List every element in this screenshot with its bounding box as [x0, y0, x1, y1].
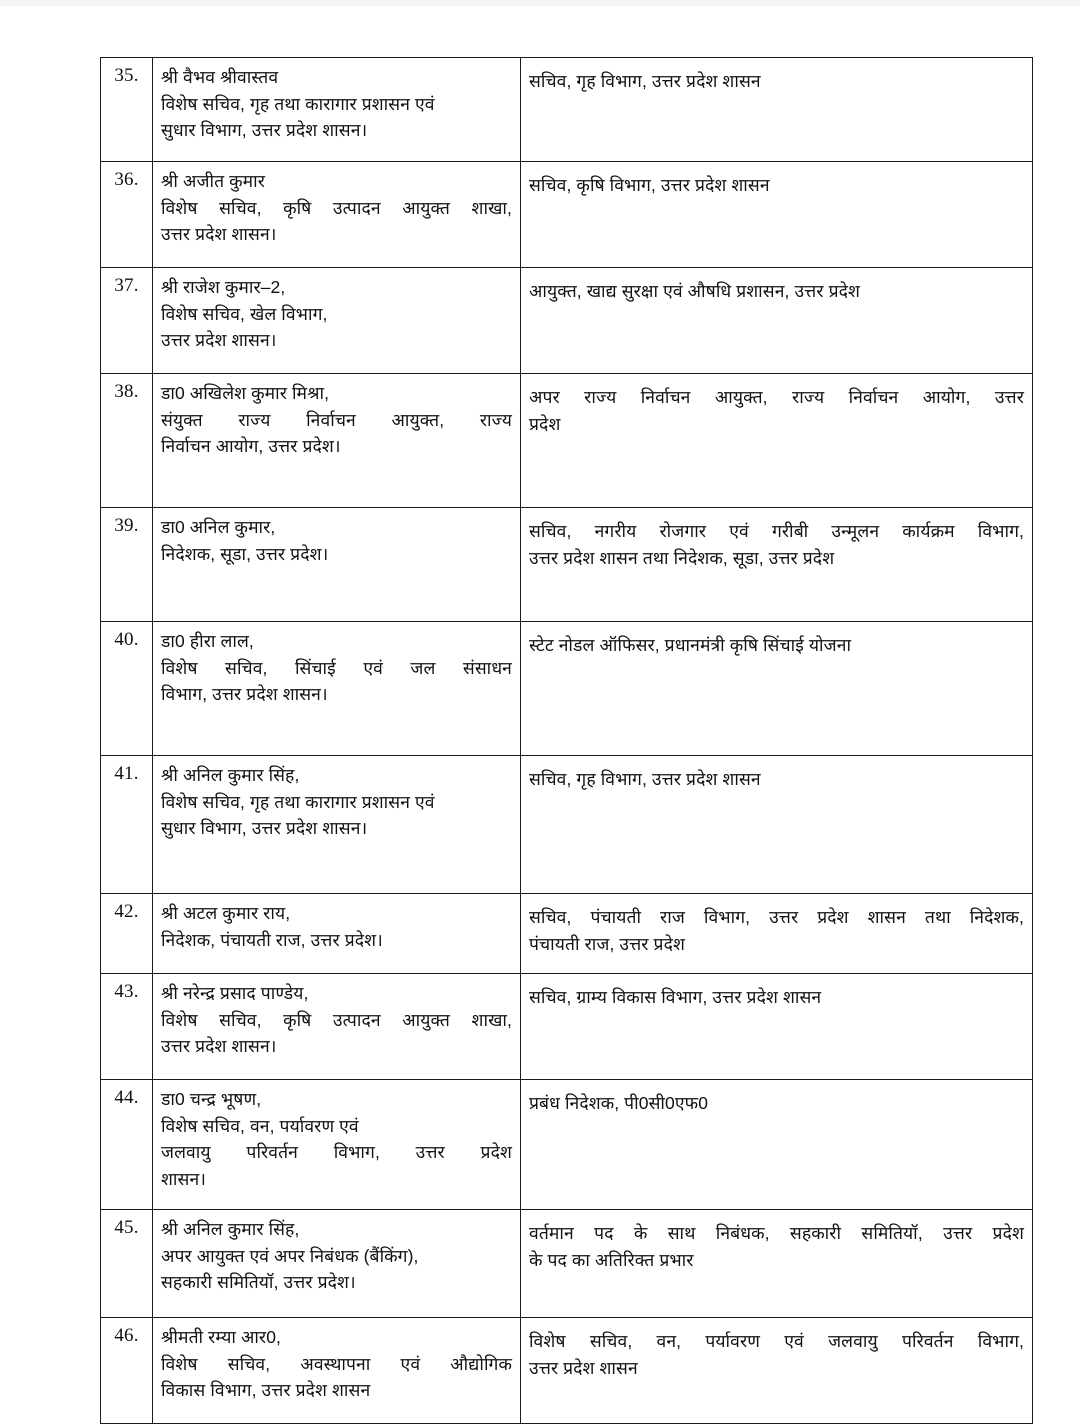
line-group	[529, 278, 1024, 305]
line: विशेष सचिव, वन, पर्यावरण एवं जलवायु परिवर्तन विभाग,	[529, 1331, 1024, 1351]
line: सचिव, पंचायती राज विभाग, उत्तर प्रदेश शासन तथा निदेशक,	[529, 907, 1024, 927]
line: श्री राजेश कुमार–2,	[161, 277, 286, 297]
line: उत्तर प्रदेश शासन	[529, 1357, 638, 1378]
line: विशेष सचिव, सिंचाई एवं जल संसाधन	[161, 657, 512, 678]
transfer-order-table-wrapper	[100, 57, 1032, 1424]
scan-top-edge	[0, 0, 1080, 6]
line: उत्तर प्रदेश शासन तथा निदेशक, सूडा, उत्तर प्रदेश	[529, 547, 835, 568]
row-new-posting	[521, 1210, 1033, 1318]
line: विशेष सचिव, खेल विभाग,	[161, 303, 328, 324]
line: श्री अजीत कुमार	[161, 171, 266, 191]
line: शासन।	[161, 1168, 207, 1189]
line-group	[529, 904, 1024, 957]
table-row	[101, 508, 1033, 622]
table-row	[101, 1210, 1033, 1318]
line: विशेष सचिव, वन, पर्यावरण एवं	[161, 1115, 359, 1136]
table-row	[101, 268, 1033, 374]
line: श्री अनिल कुमार सिंह,	[161, 765, 300, 785]
row-new-posting	[521, 756, 1033, 894]
line: श्री वैभव श्रीवास्तव	[161, 67, 279, 87]
row-current-post	[153, 1080, 521, 1210]
line: विशेष सचिव, गृह तथा कारागार प्रशासन एवं	[161, 93, 435, 114]
line-group	[529, 1220, 1024, 1273]
row-serial-number: 43.	[101, 974, 153, 1080]
line: के पद का अतिरिक्त प्रभार	[529, 1249, 694, 1270]
table-row	[101, 974, 1033, 1080]
row-current-post	[153, 1318, 521, 1424]
line: पंचायती राज, उत्तर प्रदेश	[529, 933, 685, 954]
line: श्री अटल कुमार राय,	[161, 903, 291, 923]
line: सचिव, गृह विभाग, उत्तर प्रदेश शासन	[529, 71, 761, 91]
line: निर्वाचन आयोग, उत्तर प्रदेश।	[161, 436, 341, 457]
line: डा0 चन्द्र भूषण,	[161, 1089, 262, 1109]
line: सहकारी समितियॉ, उत्तर प्रदेश।	[161, 1272, 356, 1293]
row-serial-number: 44.	[101, 1080, 153, 1210]
line-group	[529, 1328, 1024, 1381]
row-serial-number: 40.	[101, 622, 153, 756]
line: विशेष सचिव, कृषि उत्पादन आयुक्त शाखा,	[161, 1009, 512, 1030]
line: उत्तर प्रदेश शासन।	[161, 1036, 277, 1057]
line: डा0 अखिलेश कुमार मिश्रा,	[161, 383, 330, 403]
table-row	[101, 162, 1033, 268]
line: प्रदेश	[529, 413, 561, 434]
line: वर्तमान पद के साथ निबंधक, सहकारी समितियॉ, उत्तर प्रदेश	[529, 1223, 1024, 1243]
row-serial-number: 42.	[101, 894, 153, 974]
line: निदेशक, पंचायती राज, उत्तर प्रदेश।	[161, 929, 383, 950]
table-row	[101, 622, 1033, 756]
line: सुधार विभाग, उत्तर प्रदेश शासन।	[161, 818, 368, 839]
row-new-posting	[521, 374, 1033, 508]
line-group	[529, 766, 1024, 793]
table-row	[101, 1318, 1033, 1424]
line: सचिव, नगरीय रोजगार एवं गरीबी उन्मूलन कार्यक्रम विभाग,	[529, 521, 1024, 541]
row-serial-number: 41.	[101, 756, 153, 894]
table-row	[101, 756, 1033, 894]
line: अपर राज्य निर्वाचन आयुक्त, राज्य निर्वाचन आयोग, उत्तर	[529, 387, 1024, 407]
row-current-post	[153, 622, 521, 756]
line: श्री अनिल कुमार सिंह,	[161, 1219, 300, 1239]
line: सचिव, ग्राम्य विकास विभाग, उत्तर प्रदेश शासन	[529, 987, 822, 1007]
row-current-post	[153, 894, 521, 974]
row-new-posting	[521, 894, 1033, 974]
line: विकास विभाग, उत्तर प्रदेश शासन	[161, 1380, 371, 1401]
line-group	[529, 1090, 1024, 1117]
row-new-posting	[521, 58, 1033, 162]
row-current-post	[153, 58, 521, 162]
row-current-post	[153, 1210, 521, 1318]
row-current-post	[153, 756, 521, 894]
line: प्रबंध निदेशक, पी0सी0एफ0	[529, 1093, 709, 1113]
line: अपर आयुक्त एवं अपर निबंधक (बैंकिंग),	[161, 1245, 419, 1266]
table-row	[101, 1080, 1033, 1210]
row-serial-number: 45.	[101, 1210, 153, 1318]
line: डा0 हीरा लाल,	[161, 631, 254, 651]
row-new-posting	[521, 974, 1033, 1080]
line: विभाग, उत्तर प्रदेश शासन।	[161, 684, 328, 705]
row-current-post	[153, 974, 521, 1080]
line-group	[529, 632, 1024, 659]
line-group	[529, 68, 1024, 95]
row-new-posting	[521, 162, 1033, 268]
line: उत्तर प्रदेश शासन।	[161, 330, 277, 351]
row-serial-number: 46.	[101, 1318, 153, 1424]
table-body	[101, 58, 1033, 1424]
row-serial-number: 35.	[101, 58, 153, 162]
line: जलवायु परिवर्तन विभाग, उत्तर प्रदेश	[161, 1142, 512, 1163]
row-current-post	[153, 508, 521, 622]
row-serial-number: 36.	[101, 162, 153, 268]
line: सुधार विभाग, उत्तर प्रदेश शासन।	[161, 120, 368, 141]
line: विशेष सचिव, गृह तथा कारागार प्रशासन एवं	[161, 791, 435, 812]
table-row	[101, 374, 1033, 508]
row-current-post	[153, 268, 521, 374]
line-group	[529, 384, 1024, 437]
line: स्टेट नोडल ऑफिसर, प्रधानमंत्री कृषि सिंचाई योजना	[529, 635, 852, 655]
table-row	[101, 58, 1033, 162]
row-new-posting	[521, 1080, 1033, 1210]
row-serial-number: 37.	[101, 268, 153, 374]
table-row	[101, 894, 1033, 974]
line: विशेष सचिव, कृषि उत्पादन आयुक्त शाखा,	[161, 197, 512, 218]
line: सचिव, गृह विभाग, उत्तर प्रदेश शासन	[529, 769, 761, 789]
row-serial-number: 39.	[101, 508, 153, 622]
transfer-order-table	[100, 57, 1033, 1424]
line: सचिव, कृषि विभाग, उत्तर प्रदेश शासन	[529, 175, 770, 195]
line: श्रीमती रम्या आर0,	[161, 1327, 281, 1347]
row-new-posting	[521, 508, 1033, 622]
row-new-posting	[521, 1318, 1033, 1424]
line: विशेष सचिव, अवस्थापना एवं औद्योगिक	[161, 1353, 512, 1374]
row-current-post	[153, 374, 521, 508]
row-new-posting	[521, 268, 1033, 374]
line: डा0 अनिल कुमार,	[161, 517, 276, 537]
line: उत्तर प्रदेश शासन।	[161, 224, 277, 245]
row-new-posting	[521, 622, 1033, 756]
line-group	[529, 172, 1024, 199]
line: श्री नरेन्द्र प्रसाद पाण्डेय,	[161, 983, 309, 1003]
line: संयुक्त राज्य निर्वाचन आयुक्त, राज्य	[161, 409, 512, 430]
line: निदेशक, सूडा, उत्तर प्रदेश।	[161, 543, 329, 564]
line: आयुक्त, खाद्य सुरक्षा एवं औषधि प्रशासन, उत्तर प्रदेश	[529, 281, 861, 301]
row-serial-number: 38.	[101, 374, 153, 508]
line-group	[529, 518, 1024, 571]
line-group	[529, 984, 1024, 1011]
row-current-post	[153, 162, 521, 268]
